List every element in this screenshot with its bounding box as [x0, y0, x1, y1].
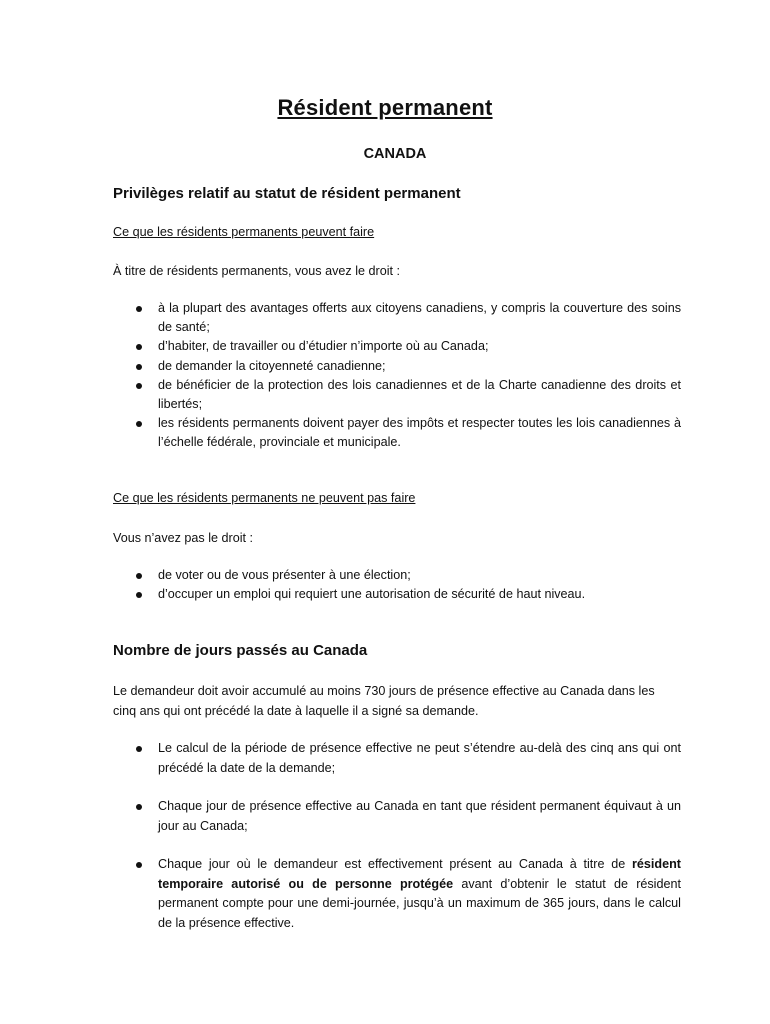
list-item: de bénéficier de la protection des lois canadiennes et de la Charte canadienne des droits et libertés;: [113, 376, 681, 414]
intro-cannot-do: Vous n’avez pas le droit :: [113, 531, 254, 545]
list-item-text: Chaque jour où le demandeur est effectivement présent au Canada à titre de: [158, 857, 632, 871]
section-heading-days: Nombre de jours passés au Canada: [113, 642, 368, 659]
page-title: Résident permanent: [277, 95, 493, 120]
list-item: d’occuper un emploi qui requiert une autorisation de sécurité de haut niveau.: [113, 585, 681, 604]
intro-can-do: À titre de résidents permanents, vous avez le droit :: [113, 264, 400, 278]
subheading-can-do: Ce que les résidents permanents peuvent faire: [113, 225, 375, 239]
list-item: Le calcul de la période de présence effective ne peut s’étendre au-delà des cinq ans qui ont précédé la date de la demande;: [113, 739, 681, 778]
subheading-cannot-do: Ce que les résidents permanents ne peuvent pas faire: [113, 491, 416, 505]
list-item: d’habiter, de travailler ou d’étudier n’importe où au Canada;: [113, 337, 681, 356]
list-item-text: avant d’obtenir le statut de résident permanent compte pour une demi-journée, jusqu’à un maximum de 365 jours, dans le calcul de la présence effective.: [158, 876, 681, 930]
country-heading: CANADA: [363, 146, 427, 162]
cannot-do-list: [113, 566, 681, 604]
days-list: [113, 739, 681, 952]
list-item: de demander la citoyenneté canadienne;: [113, 357, 681, 376]
section-heading-privileges: Privilèges relatif au statut de résident permanent: [113, 185, 461, 202]
list-item: à la plupart des avantages offerts aux citoyens canadiens, y compris la couverture des soins de santé;: [113, 299, 681, 337]
list-item: [113, 855, 681, 933]
list-item: de voter ou de vous présenter à une élection;: [113, 566, 681, 585]
list-item-bold-text: résident temporaire autorisé ou de personne protégée: [158, 857, 681, 891]
days-paragraph: Le demandeur doit avoir accumulé au moins 730 jours de présence effective au Canada dans les cinq ans qui ont précédé la date à laquelle il a signé sa demande.: [113, 684, 655, 718]
can-do-list: [113, 299, 681, 453]
list-item: Chaque jour de présence effective au Canada en tant que résident permanent équivaut à un jour au Canada;: [113, 797, 681, 836]
list-item: les résidents permanents doivent payer des impôts et respecter toutes les lois canadiennes à l’échelle fédérale, provinciale et municipale.: [113, 414, 681, 452]
